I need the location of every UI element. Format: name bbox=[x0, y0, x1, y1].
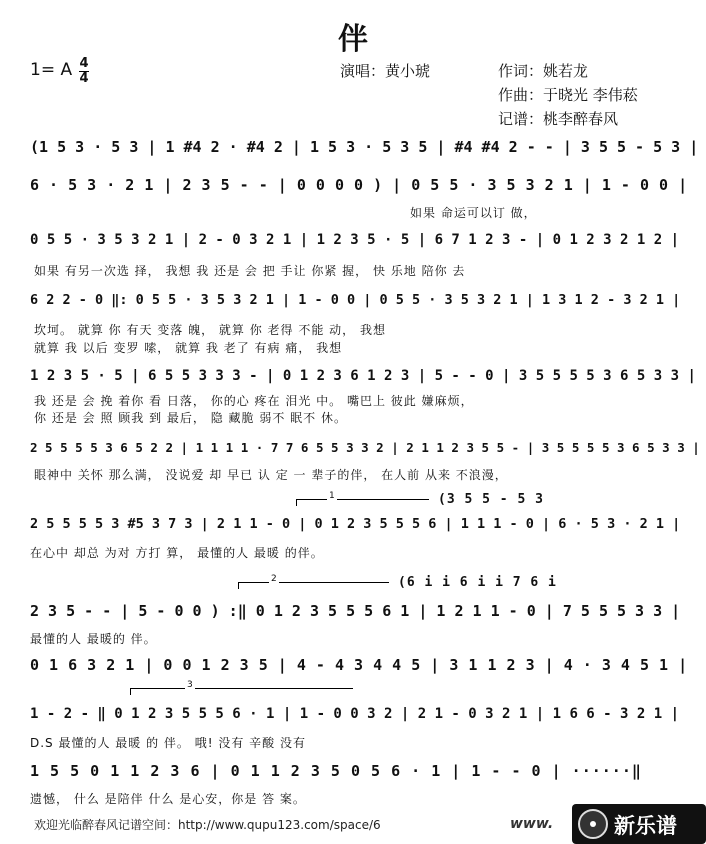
lyric-row-10: D.S 最懂的人 最暖 的 伴。 哦! 没有 辛酸 没有 bbox=[30, 736, 306, 750]
time-signature bbox=[79, 57, 89, 86]
volta-bracket-1 bbox=[296, 491, 429, 506]
volta-2-label: 2 bbox=[271, 574, 277, 584]
site-logo bbox=[572, 804, 706, 844]
lyric-row-7: 在心中 却总 为对 方打 算， 最懂的人 最暖 的伴。 bbox=[30, 546, 324, 560]
footer-text: 欢迎光临醉春风记谱空间：http://www.qupu123.com/space/6 bbox=[34, 818, 381, 832]
lyric-row-4a: 坎坷。 就算 你 有天 变落 魄， 就算 你 老得 不能 动， 我想 bbox=[34, 323, 386, 337]
volta-2-tail: (6 i i 6 i i 7 6 i bbox=[398, 575, 557, 590]
disc-icon bbox=[578, 809, 608, 839]
composer-credit: 作曲：于晓光 李伟菘 bbox=[498, 86, 638, 104]
lyricist-credit: 作词：姚若龙 bbox=[498, 62, 589, 80]
volta-bracket-2 bbox=[238, 574, 389, 589]
lyric-row-2: 如果 命运可以订 做， bbox=[410, 206, 537, 220]
score-row-7: 2 5 5 5 5 3 #5 3 7 3 | 2 1 1 - 0 | 0 1 2 3 5 5 5 6 | 1 1 1 - 0 | 6 · 5 3 · 2 1 | bbox=[30, 516, 681, 532]
singer-credit: 演唱：黄小琥 bbox=[340, 62, 431, 80]
volta-bracket-3 bbox=[130, 680, 353, 695]
time-signature-bottom: 4 bbox=[79, 71, 89, 86]
lyric-row-3: 如果 有另一次选 择， 我想 我 还是 会 把 手让 你紧 握， 快 乐地 陪你 去 bbox=[34, 264, 466, 278]
transcriber-credit: 记谱：桃李醉春风 bbox=[498, 110, 619, 128]
lyric-row-5b: 你 还是 会 照 顾我 到 最后， 隐 藏脆 弱不 眠不 休。 bbox=[34, 411, 347, 425]
score-row-4: 6 2 2 - 0 ‖: 0 5 5 · 3 5 3 2 1 | 1 - 0 0 | 0 5 5 · 3 5 3 2 1 | 1 3 1 2 - 3 2 1 | bbox=[30, 292, 681, 308]
volta-1-label: 1 bbox=[329, 491, 335, 501]
score-row-10: 1 - 2 - ‖ 0 1 2 3 5 5 5 6 · 1 | 1 - 0 0 3 2 | 2 1 - 0 3 2 1 | 1 6 6 - 3 2 1 | bbox=[30, 706, 680, 722]
score-row-11: 1 5 5 0 1 1 2 3 6 | 0 1 1 2 3 5 0 5 6 · 1 | 1 - - 0 | ······‖ bbox=[30, 762, 642, 780]
lyric-row-6: 眼神中 关怀 那么满， 没说爱 却 早已 认 定 一 辈子的伴， 在人前 从来 不浪漫， bbox=[34, 468, 508, 482]
watermark-text: www. bbox=[510, 816, 554, 832]
lyric-row-8: 最懂的人 最暖的 伴。 bbox=[30, 632, 157, 646]
time-signature-top: 4 bbox=[79, 56, 89, 71]
score-row-3: 0 5 5 · 3 5 3 2 1 | 2 - 0 3 2 1 | 1 2 3 5 · 5 | 6 7 1 2 3 - | 0 1 2 3 2 1 2 | bbox=[30, 232, 680, 248]
lyric-row-5a: 我 还是 会 挽 着你 看 日落， 你的心 疼在 泪光 中。 嘴巴上 彼此 嫌麻烦， bbox=[34, 394, 474, 408]
volta-3-label: 3 bbox=[187, 680, 193, 690]
score-row-5: 1 2 3 5 · 5 | 6 5 5 3 3 3 - | 0 1 2 3 6 1 2 3 | 5 - - 0 | 3 5 5 5 5 3 6 5 3 3 | bbox=[30, 368, 696, 384]
score-row-1: (1 5 3 · 5 3 | 1 #4 2 · #4 2 | 1 5 3 · 5 3 5 | #4 #4 2 - - | 3 5 5 - 5 3 | bbox=[30, 138, 699, 156]
key-signature: 1= A bbox=[30, 60, 73, 80]
lyric-row-4b: 就算 我 以后 变罗 嗦， 就算 我 老了 有病 痛， 我想 bbox=[34, 341, 343, 355]
volta-1-tail: (3 5 5 - 5 3 bbox=[438, 492, 544, 507]
logo-text: 新乐谱 bbox=[614, 814, 677, 838]
score-row-9: 0 1 6 3 2 1 | 0 0 1 2 3 5 | 4 - 4 3 4 4 5 | 3 1 1 2 3 | 4 · 3 4 5 1 | bbox=[30, 656, 688, 674]
score-row-2: 6 · 5 3 · 2 1 | 2 3 5 - - | 0 0 0 0 ) | 0 5 5 · 3 5 3 2 1 | 1 - 0 0 | bbox=[30, 176, 688, 194]
song-title: 伴 bbox=[338, 22, 368, 57]
score-row-8: 2 3 5 - - | 5 - 0 0 ) :‖ 0 1 2 3 5 5 5 6 1 | 1 2 1 1 - 0 | 7 5 5 5 3 3 | bbox=[30, 602, 681, 620]
lyric-row-11: 遗憾， 什么 是陪伴 什么 是心安，你是 答 案。 bbox=[30, 792, 306, 806]
score-row-6: 2 5 5 5 5 3 6 5 2 2 | 1 1 1 1 · 7 7 6 5 5 3 3 2 | 2 1 1 2 3 5 5 - | 3 5 5 5 5 3 6 5 3 3 | bbox=[30, 440, 700, 455]
